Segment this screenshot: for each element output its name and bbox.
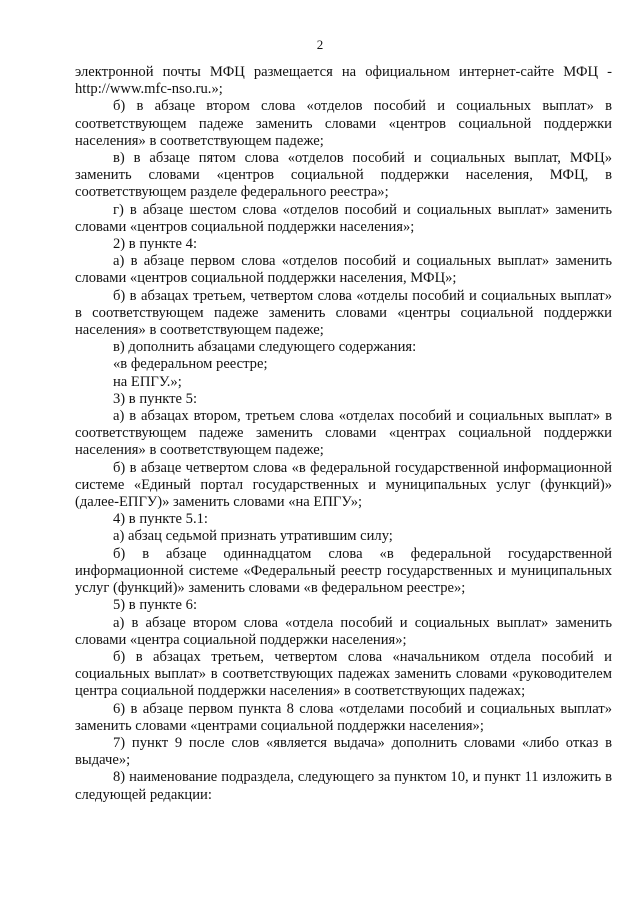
paragraph: на ЕПГУ.»; <box>113 373 182 390</box>
paragraph: 3) в пункте 5: <box>113 390 198 407</box>
document-body <box>75 64 612 804</box>
paragraph: 2) в пункте 4: <box>113 236 198 253</box>
paragraph: а) абзац седьмой признать утратившим силу; <box>113 528 393 545</box>
paragraph: б) в абзацах третьем, четвертом слова «отделы пособий и социальных выплат» в соответствующем падеже заменить словами «центры социальной поддержки населения» в соответствующем падеже; <box>75 287 612 339</box>
paragraph: б) в абзаце четвертом слова «в федеральной государственной информационной системе «Единый портал государственных и муниципальных услуг (функций)» (далее-ЕПГУ)» заменить словами «на ЕПГУ»; <box>75 459 612 511</box>
paragraph: в) в абзаце пятом слова «отделов пособий и социальных выплат, МФЦ» заменить словами «центров социальной поддержки населения, МФЦ, в соответствующем разделе федерального реестра»; <box>75 150 612 201</box>
paragraph: б) в абзаце втором слова «отделов пособий и социальных выплат» в соответствующем падеже заменить словами «центров социальной поддержки населения» в соответствующем падеже; <box>75 98 612 149</box>
paragraph: 4) в пункте 5.1: <box>113 511 208 528</box>
paragraph: 8) наименование подраздела, следующего за пунктом 10, и пункт 11 изложить в следующей редакции: <box>75 769 612 803</box>
paragraph: а) в абзаце первом слова «отделов пособий и социальных выплат» заменить словами «центров социальной поддержки населения, МФЦ»; <box>75 253 612 287</box>
paragraph: а) в абзаце втором слова «отдела пособий и социальных выплат» заменить словами «центра социальной поддержки населения»; <box>75 614 612 648</box>
page-number: 2 <box>316 37 324 52</box>
paragraph: 7) пункт 9 после слов «является выдача» дополнить словами «либо отказ в выдаче»; <box>75 734 612 769</box>
paragraph: в) дополнить абзацами следующего содержания: <box>113 339 417 356</box>
paragraph: г) в абзаце шестом слова «отделов пособий и социальных выплат» заменить словами «центров социальной поддержки населения»; <box>75 201 612 235</box>
paragraph-continuation: электронной почты МФЦ размещается на официальном интернет-сайте МФЦ - http://www.mfc-nso.ru.»; <box>75 64 612 98</box>
paragraph: 5) в пункте 6: <box>113 597 198 614</box>
paragraph: 6) в абзаце первом пункта 8 слова «отделами пособий и социальных выплат» заменить словами «центрами социальной поддержки населения»; <box>75 700 612 734</box>
paragraph: б) в абзаце одиннадцатом слова «в федеральной государственной информационной системе «Федеральный реестр государственных и муниципальных услуг (функций)» заменить словами «в федеральном реестре»; <box>75 545 612 597</box>
paragraph: «в федеральном реестре; <box>113 356 268 373</box>
paragraph: а) в абзацах втором, третьем слова «отделах пособий и социальных выплат» в соответствующем падеже заменить словами «центрах социальной поддержки населения» в соответствующем падеже; <box>75 408 612 459</box>
paragraph: б) в абзацах третьем, четвертом слова «начальником отдела пособий и социальных выплат» в соответствующих падежах заменить словами «руководителем центра социальной поддержки населения» в соответствующих падежах; <box>75 648 612 700</box>
